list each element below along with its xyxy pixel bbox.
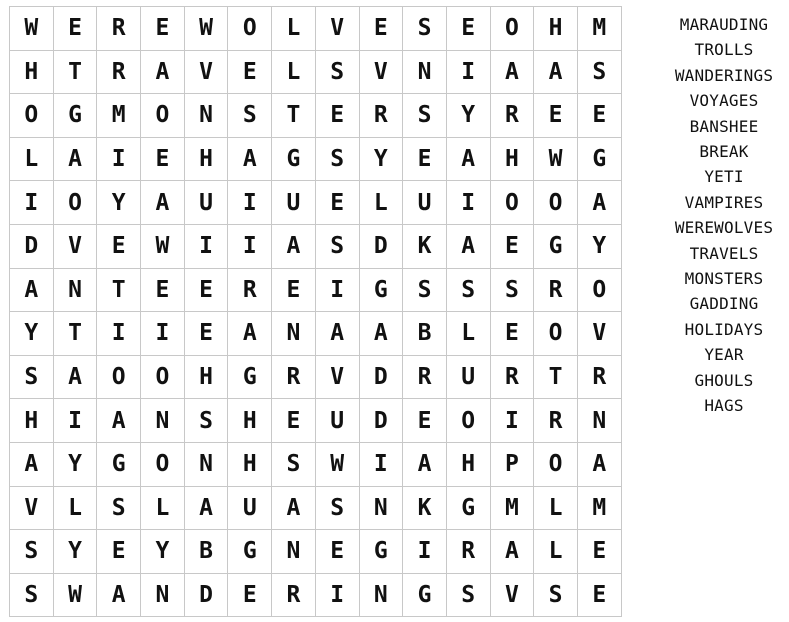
grid-cell[interactable]: G: [97, 443, 141, 487]
grid-cell[interactable]: U: [316, 399, 360, 443]
word-list-item: BREAK: [699, 142, 749, 162]
grid-cell[interactable]: S: [534, 574, 578, 618]
grid-cell[interactable]: E: [403, 399, 447, 443]
grid-cell[interactable]: S: [578, 51, 622, 95]
grid-cell[interactable]: I: [97, 138, 141, 182]
grid-cell[interactable]: R: [228, 269, 272, 313]
grid-cell[interactable]: L: [534, 530, 578, 574]
grid-cell[interactable]: S: [447, 574, 491, 618]
grid-cell[interactable]: W: [316, 443, 360, 487]
grid-cell[interactable]: P: [491, 443, 535, 487]
grid-cell[interactable]: A: [54, 356, 98, 400]
grid-cell[interactable]: N: [185, 443, 229, 487]
grid-cell[interactable]: E: [141, 7, 185, 51]
grid-cell[interactable]: I: [316, 269, 360, 313]
grid-cell[interactable]: I: [360, 443, 404, 487]
grid-cell[interactable]: U: [403, 181, 447, 225]
grid-cell[interactable]: E: [272, 269, 316, 313]
grid-cell[interactable]: D: [360, 225, 404, 269]
grid-cell[interactable]: A: [360, 312, 404, 356]
grid-cell[interactable]: H: [228, 443, 272, 487]
grid-cell[interactable]: G: [228, 530, 272, 574]
grid-cell[interactable]: M: [578, 7, 622, 51]
grid-cell[interactable]: I: [491, 399, 535, 443]
grid-cell[interactable]: I: [447, 51, 491, 95]
grid-cell[interactable]: O: [228, 7, 272, 51]
grid-cell[interactable]: Y: [10, 312, 54, 356]
grid-cell[interactable]: A: [447, 138, 491, 182]
grid-cell[interactable]: U: [272, 181, 316, 225]
grid-cell[interactable]: V: [360, 51, 404, 95]
grid-cell[interactable]: E: [97, 530, 141, 574]
grid-cell[interactable]: O: [97, 356, 141, 400]
grid-cell[interactable]: E: [578, 574, 622, 618]
grid-cell[interactable]: R: [578, 356, 622, 400]
grid-cell[interactable]: S: [10, 356, 54, 400]
grid-cell[interactable]: S: [272, 443, 316, 487]
grid-cell[interactable]: I: [228, 225, 272, 269]
grid-cell[interactable]: R: [534, 399, 578, 443]
grid-cell[interactable]: V: [316, 7, 360, 51]
grid-cell[interactable]: V: [54, 225, 98, 269]
grid-cell[interactable]: L: [54, 487, 98, 531]
grid-cell[interactable]: O: [54, 181, 98, 225]
grid-cell[interactable]: A: [403, 443, 447, 487]
grid-cell[interactable]: L: [272, 51, 316, 95]
grid-cell[interactable]: H: [10, 51, 54, 95]
grid-cell[interactable]: N: [360, 487, 404, 531]
grid-cell[interactable]: O: [578, 269, 622, 313]
grid-cell[interactable]: U: [447, 356, 491, 400]
grid-cell[interactable]: W: [185, 7, 229, 51]
grid-cell[interactable]: E: [491, 312, 535, 356]
grid-cell[interactable]: I: [10, 181, 54, 225]
word-list-item: WEREWOLVES: [674, 218, 774, 238]
grid-cell[interactable]: E: [141, 138, 185, 182]
grid-cell[interactable]: T: [54, 51, 98, 95]
grid-cell[interactable]: T: [54, 312, 98, 356]
grid-cell[interactable]: O: [447, 399, 491, 443]
word-list-item: HOLIDAYS: [684, 319, 764, 339]
grid-cell[interactable]: V: [185, 51, 229, 95]
grid-cell[interactable]: E: [316, 94, 360, 138]
grid-cell[interactable]: E: [360, 7, 404, 51]
grid-cell[interactable]: E: [447, 7, 491, 51]
grid-cell[interactable]: E: [228, 51, 272, 95]
grid-cell[interactable]: L: [447, 312, 491, 356]
grid-cell[interactable]: R: [403, 356, 447, 400]
word-list-item: YEAR: [704, 345, 744, 365]
grid-cell[interactable]: V: [491, 574, 535, 618]
grid-cell[interactable]: Y: [447, 94, 491, 138]
grid-cell[interactable]: R: [272, 356, 316, 400]
word-list-item: TROLLS: [694, 40, 754, 60]
grid-cell[interactable]: A: [534, 51, 578, 95]
grid-cell[interactable]: D: [360, 399, 404, 443]
grid-cell[interactable]: S: [316, 138, 360, 182]
grid-cell[interactable]: E: [185, 269, 229, 313]
grid-cell[interactable]: N: [272, 530, 316, 574]
grid-cell[interactable]: G: [360, 530, 404, 574]
grid-cell[interactable]: H: [491, 138, 535, 182]
grid-cell[interactable]: G: [272, 138, 316, 182]
grid-cell[interactable]: H: [185, 356, 229, 400]
grid-cell[interactable]: E: [403, 138, 447, 182]
word-list-item: HAGS: [704, 396, 744, 416]
word-list-item: YETI: [704, 167, 744, 187]
grid-cell[interactable]: W: [534, 138, 578, 182]
grid-cell[interactable]: I: [54, 399, 98, 443]
grid-cell[interactable]: A: [578, 443, 622, 487]
grid-cell[interactable]: A: [316, 312, 360, 356]
grid-cell[interactable]: Y: [578, 225, 622, 269]
grid-cell[interactable]: L: [272, 7, 316, 51]
word-list-item: MONSTERS: [684, 269, 764, 289]
grid-cell[interactable]: M: [97, 94, 141, 138]
grid-cell[interactable]: E: [578, 530, 622, 574]
grid-cell[interactable]: A: [10, 443, 54, 487]
grid-cell[interactable]: S: [10, 530, 54, 574]
grid-cell[interactable]: L: [360, 181, 404, 225]
grid-cell[interactable]: E: [491, 225, 535, 269]
word-list-item: VOYAGES: [689, 91, 759, 111]
grid-cell[interactable]: S: [316, 51, 360, 95]
grid-cell[interactable]: I: [447, 181, 491, 225]
grid-cell[interactable]: K: [403, 487, 447, 531]
grid-cell[interactable]: I: [228, 181, 272, 225]
grid-cell[interactable]: A: [10, 269, 54, 313]
grid-cell[interactable]: O: [491, 181, 535, 225]
grid-cell[interactable]: I: [403, 530, 447, 574]
grid-cell[interactable]: A: [272, 225, 316, 269]
grid-cell[interactable]: N: [578, 399, 622, 443]
grid-cell[interactable]: G: [447, 487, 491, 531]
grid-cell[interactable]: A: [141, 51, 185, 95]
grid-cell[interactable]: N: [141, 399, 185, 443]
grid-cell[interactable]: N: [185, 94, 229, 138]
grid-cell[interactable]: R: [97, 7, 141, 51]
grid-cell[interactable]: E: [97, 225, 141, 269]
grid-cell[interactable]: A: [272, 487, 316, 531]
grid-cell[interactable]: O: [141, 356, 185, 400]
grid-cell[interactable]: S: [316, 225, 360, 269]
grid-cell[interactable]: A: [97, 399, 141, 443]
grid-cell[interactable]: S: [316, 487, 360, 531]
grid-cell[interactable]: S: [228, 94, 272, 138]
grid-cell[interactable]: H: [534, 7, 578, 51]
grid-cell[interactable]: H: [228, 399, 272, 443]
grid-cell[interactable]: L: [141, 487, 185, 531]
grid-cell[interactable]: A: [185, 487, 229, 531]
word-list-item: GADDING: [689, 294, 759, 314]
grid-cell[interactable]: O: [141, 443, 185, 487]
grid-cell[interactable]: T: [97, 269, 141, 313]
word-list-item: BANSHEE: [689, 116, 759, 136]
word-list-item: TRAVELS: [689, 243, 759, 263]
word-list-item: GHOULS: [694, 370, 754, 390]
word-list-item: MARAUDING: [679, 15, 769, 34]
grid-cell[interactable]: A: [228, 138, 272, 182]
grid-cell[interactable]: U: [185, 181, 229, 225]
grid-cell[interactable]: G: [228, 356, 272, 400]
grid-cell[interactable]: N: [272, 312, 316, 356]
grid-cell[interactable]: L: [10, 138, 54, 182]
grid-cell[interactable]: S: [403, 7, 447, 51]
grid-cell[interactable]: E: [534, 94, 578, 138]
grid-cell[interactable]: Y: [141, 530, 185, 574]
grid-cell[interactable]: N: [360, 574, 404, 618]
grid-cell[interactable]: O: [534, 181, 578, 225]
grid-cell[interactable]: V: [10, 487, 54, 531]
grid-cell[interactable]: G: [534, 225, 578, 269]
word-list-item: VAMPIRES: [684, 192, 764, 212]
grid-cell[interactable]: R: [97, 51, 141, 95]
grid-cell[interactable]: R: [360, 94, 404, 138]
grid-cell[interactable]: I: [97, 312, 141, 356]
grid-cell[interactable]: O: [534, 443, 578, 487]
word-list: [660, 12, 788, 419]
grid-cell[interactable]: U: [228, 487, 272, 531]
grid-cell[interactable]: G: [578, 138, 622, 182]
grid-cell[interactable]: E: [141, 269, 185, 313]
grid-cell[interactable]: I: [316, 574, 360, 618]
grid-cell[interactable]: E: [228, 574, 272, 618]
grid-cell[interactable]: G: [403, 574, 447, 618]
grid-cell[interactable]: R: [447, 530, 491, 574]
grid-cell[interactable]: D: [185, 574, 229, 618]
grid-cell[interactable]: Y: [360, 138, 404, 182]
grid-cell[interactable]: A: [141, 181, 185, 225]
grid-cell[interactable]: N: [54, 269, 98, 313]
grid-cell[interactable]: S: [403, 94, 447, 138]
grid-cell[interactable]: A: [491, 51, 535, 95]
grid-cell[interactable]: Y: [54, 443, 98, 487]
grid-cell[interactable]: D: [10, 225, 54, 269]
grid-cell[interactable]: E: [316, 181, 360, 225]
grid-cell[interactable]: R: [491, 94, 535, 138]
grid-cell[interactable]: Y: [97, 181, 141, 225]
grid-cell[interactable]: G: [54, 94, 98, 138]
word-list-item: WANDERINGS: [674, 65, 774, 85]
grid-cell[interactable]: S: [185, 399, 229, 443]
grid-cell[interactable]: M: [578, 487, 622, 531]
grid-cell[interactable]: W: [54, 574, 98, 618]
grid-cell[interactable]: N: [141, 574, 185, 618]
grid-cell[interactable]: S: [403, 269, 447, 313]
grid-cell[interactable]: K: [403, 225, 447, 269]
grid-cell[interactable]: S: [97, 487, 141, 531]
grid-cell[interactable]: T: [534, 356, 578, 400]
grid-cell[interactable]: S: [10, 574, 54, 618]
grid-cell[interactable]: O: [491, 7, 535, 51]
grid-cell[interactable]: M: [491, 487, 535, 531]
grid-cell[interactable]: E: [185, 312, 229, 356]
grid-cell[interactable]: G: [360, 269, 404, 313]
grid-cell[interactable]: I: [185, 225, 229, 269]
grid-cell[interactable]: A: [97, 574, 141, 618]
grid-cell[interactable]: N: [403, 51, 447, 95]
grid-cell[interactable]: Y: [54, 530, 98, 574]
grid-cell[interactable]: B: [403, 312, 447, 356]
grid-cell[interactable]: H: [185, 138, 229, 182]
grid-cell[interactable]: O: [141, 94, 185, 138]
grid-cell[interactable]: H: [10, 399, 54, 443]
grid-cell[interactable]: B: [185, 530, 229, 574]
grid-cell[interactable]: A: [447, 225, 491, 269]
grid-cell[interactable]: W: [10, 7, 54, 51]
grid-cell[interactable]: A: [578, 181, 622, 225]
grid-cell[interactable]: O: [534, 312, 578, 356]
grid-cell[interactable]: H: [447, 443, 491, 487]
grid-cell[interactable]: E: [54, 7, 98, 51]
grid-cell[interactable]: E: [272, 399, 316, 443]
grid-cell[interactable]: S: [491, 269, 535, 313]
letter-grid: [9, 6, 622, 617]
grid-cell[interactable]: W: [141, 225, 185, 269]
grid-cell[interactable]: I: [141, 312, 185, 356]
grid-cell[interactable]: A: [491, 530, 535, 574]
grid-cell[interactable]: L: [534, 487, 578, 531]
grid-cell[interactable]: D: [360, 356, 404, 400]
grid-cell[interactable]: R: [272, 574, 316, 618]
grid-cell[interactable]: O: [10, 94, 54, 138]
grid-cell[interactable]: E: [316, 530, 360, 574]
grid-cell[interactable]: A: [228, 312, 272, 356]
grid-cell[interactable]: A: [54, 138, 98, 182]
grid-cell[interactable]: V: [316, 356, 360, 400]
grid-cell[interactable]: T: [272, 94, 316, 138]
grid-cell[interactable]: V: [578, 312, 622, 356]
grid-cell[interactable]: R: [491, 356, 535, 400]
grid-cell[interactable]: R: [534, 269, 578, 313]
grid-cell[interactable]: E: [578, 94, 622, 138]
grid-cell[interactable]: S: [447, 269, 491, 313]
